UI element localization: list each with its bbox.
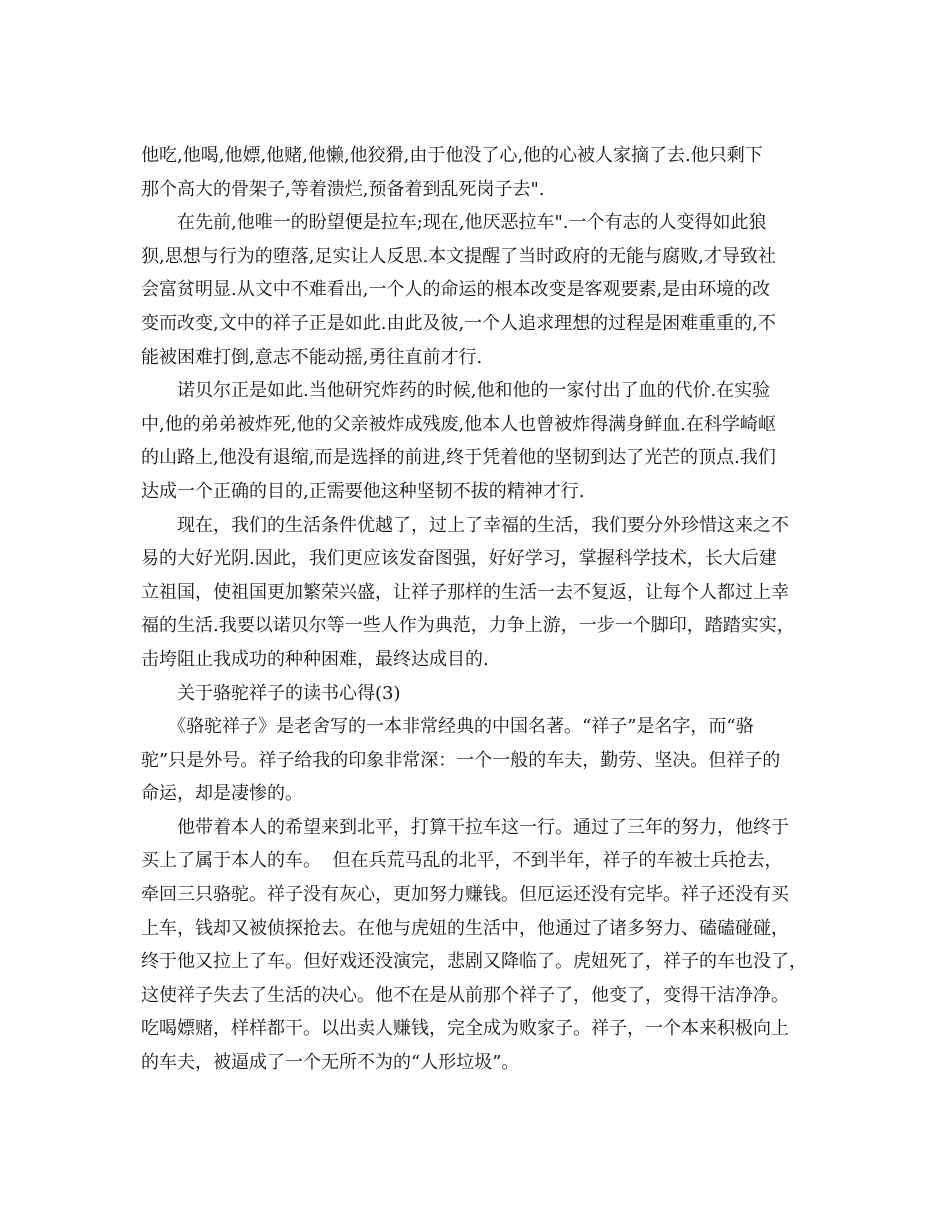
text-line: 牵回三只骆驼。祥子没有灰心，更加努力赚钱。但厄运还没有完毕。祥子还没有买 (141, 884, 789, 906)
text-line: 驼”只是外号。祥子给我的印象非常深：一个一般的车夫，勤劳、坚决。但祥子的 (141, 749, 781, 771)
text-line: 终于他又拉上了车。但好戏还没演完，悲剧又降临了。虎妞死了，祥子的车也没了， (141, 951, 807, 973)
text-line: 他吃,他喝,他嫖,他赌,他懒,他狡猾,由于他没了心,他的心被人家摘了去.他只剩下 (141, 145, 763, 166)
text-line: 诺贝尔正是如此.当他研究炸药的时候,他和他的一家付出了血的代价.在实验 (141, 380, 771, 402)
text-line: 立祖国，使祖国更加繁荣兴盛，让祥子那样的生活一去不复返，让每个人都过上幸 (141, 581, 789, 603)
text-line: 那个高大的骨架子,等着溃烂,预备着到乱死岗子去". (141, 178, 545, 200)
text-line: 《骆驼祥子》是老舍写的一本非常经典的中国名著。“祥子”是名字，而“骆 (141, 716, 754, 738)
text-line: 福的生活.我要以诺贝尔等一些人作为典范，力争上游，一步一个脚印，踏踏实实， (141, 615, 795, 637)
text-line: 命运，却是凄惨的。 (141, 783, 303, 805)
text-line: 的山路上,他没有退缩,而是选择的前进,终于凭着他的坚韧到达了光芒的顶点.我们 (141, 447, 776, 469)
document-body (141, 139, 807, 1080)
text-line: 在先前,他唯一的盼望便是拉车;现在,他厌恶拉车".一个有志的人变得如此狼 (141, 212, 767, 234)
text-line: 达成一个正确的目的,正需要他这种坚韧不拔的精神才行. (141, 480, 585, 502)
text-line: 上车，钱却又被侦探抢去。在他与虎妞的生活中，他通过了诸多努力、磕磕碰碰， (141, 917, 789, 939)
text-line: 变而改变,文中的祥子正是如此.由此及彼,一个人追求理想的过程是困难重重的,不 (141, 312, 776, 334)
text-line: 的车夫，被逼成了一个无所不为的“人形垃圾”。 (141, 1052, 520, 1074)
section-heading: 关于骆驼祥子的读书心得(3) (141, 682, 401, 704)
text-line: 能被困难打倒,意志不能动摇,勇往直前才行. (141, 346, 483, 368)
text-line: 买上了属于本人的车。 但在兵荒马乱的北平，不到半年，祥子的车被士兵抢去， (141, 850, 783, 872)
text-line: 这使祥子失去了生活的决心。他不在是从前那个祥子了，他变了，变得干洁净净。 (141, 984, 789, 1006)
text-line: 会富贫明显.从文中不难看出,一个人的命运的根本改变是客观要素,是由环境的改 (141, 279, 771, 301)
text-line: 中,他的弟弟被炸死,他的父亲被炸成残废,他本人也曾被炸得满身鲜血.在科学崎岖 (141, 413, 776, 435)
text-line: 现在，我们的生活条件优越了，过上了幸福的生活，我们要分外珍惜这来之不 (141, 514, 789, 536)
text-line: 他带着本人的希望来到北平，打算干拉车这一行。通过了三年的努力，他终于 (141, 816, 789, 838)
text-line: 吃喝嫖赌，样样都干。以出卖人赚钱，完全成为败家子。祥子，一个本来积极向上 (141, 1018, 789, 1040)
text-line: 击垮阻止我成功的种种困难，最终达成目的. (141, 648, 489, 670)
text-line: 狈,思想与行为的堕落,足实让人反思.本文提醒了当时政府的无能与腐败,才导致社 (141, 245, 776, 267)
text-line: 易的大好光阴.因此，我们更应该发奋图强，好好学习，掌握科学技术，长大后建 (141, 548, 777, 570)
